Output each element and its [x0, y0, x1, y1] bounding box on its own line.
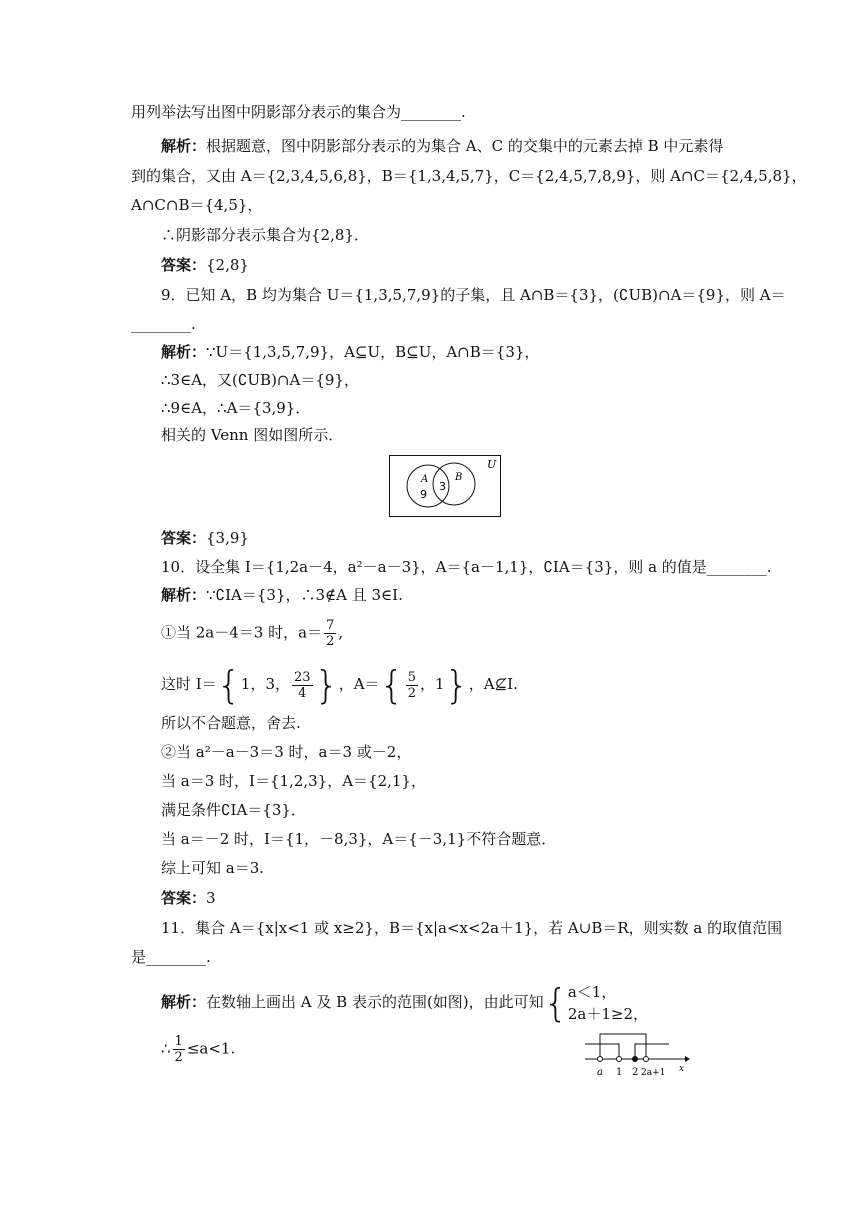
tick-label-2: 2 [632, 1067, 639, 1078]
question-11: 11．集合 A＝{x|x<1 或 x≥2}，B＝{x|a<x<2a＋1}，若 A∪B＝R，则实数 a 的取值范围 [161, 919, 783, 937]
venn-diagram [389, 455, 501, 517]
answer-value: {3,9} [206, 529, 249, 547]
tick-label-a: a [597, 1067, 603, 1078]
analysis-line: 当 a＝－2 时，I＝{1，－8,3}，A＝{－3,1}不符合题意． [161, 830, 557, 848]
analysis-line: ∴阴影部分表示集合为{2,8}． [161, 226, 369, 244]
analysis-text: 在数轴上画出 A 及 B 表示的范围(如图)，由此可知 [206, 993, 544, 1011]
venn-label-u: U [487, 458, 497, 471]
set-elem: 1， [240, 675, 266, 693]
fraction-denominator: 2 [174, 1050, 183, 1065]
analysis-line-system [161, 978, 648, 1026]
fraction-numerator: 5 [407, 669, 417, 685]
range-a-right [635, 1044, 669, 1059]
fraction-denominator: 2 [407, 685, 417, 701]
analysis-line-sets [161, 662, 518, 706]
analysis-text: 根据题意，图中阴影部分表示的为集合 A、C 的交集中的元素去掉 B 中元素得 [206, 137, 724, 155]
analysis-line: A∩C∩B＝{4,5}， [131, 196, 263, 214]
venn-value-9: 9 [420, 488, 427, 501]
analysis-line-case1: ①当 2a－4＝3 时，a＝ $\frac{7}{2}$ , [161, 618, 344, 649]
number-line-diagram [585, 1030, 695, 1080]
analysis-text: ∵∁IA＝{3}，∴3∉A 且 3∈I. [206, 586, 403, 604]
analysis-label: 解析： [161, 586, 207, 604]
case1-text: ①当 2a－4＝3 时，a＝ [161, 623, 323, 642]
range-b [600, 1034, 646, 1059]
fraction-numerator: 23 [293, 669, 311, 685]
analysis-line: 相关的 Venn 图如图所示． [161, 426, 344, 444]
analysis-line: ②当 a²－a－3＝3 时，a＝3 或－2， [161, 743, 412, 761]
answer-label: 答案： [161, 889, 207, 907]
point-1 [617, 1057, 622, 1062]
set-elem: ，1 [420, 675, 445, 693]
tick-label-2a1: 2a+1 [641, 1068, 666, 1078]
analysis-label: 解析： [161, 993, 207, 1011]
set-elem: 3， [265, 675, 290, 693]
analysis-text: ∵U＝{1,3,5,7,9}，A⊆U，B⊆U，A∩B＝{3}， [206, 343, 540, 361]
answer-label: 答案： [161, 256, 207, 274]
inequality-1: a＜1， [567, 983, 617, 1001]
fraction-5-2 [406, 670, 418, 701]
analysis-line: 满足条件∁IA＝{3}． [161, 801, 306, 819]
right-brace: } [444, 663, 469, 707]
left-brace: { [379, 663, 404, 707]
fraction-1-2 [173, 1034, 185, 1065]
fraction-numerator: 1 [174, 1034, 183, 1049]
left-brace: { [543, 981, 568, 1025]
answer-line [161, 255, 249, 275]
fraction-7-2 [324, 618, 336, 649]
venn-label-a: A [421, 474, 429, 485]
inequality-2: 2a＋1≥2， [567, 1005, 648, 1023]
analysis-line: 综上可知 a＝3. [161, 859, 265, 877]
answer-value: 3 [206, 889, 216, 907]
analysis-label: 解析： [161, 343, 207, 361]
point-2 [633, 1057, 638, 1062]
point-a [598, 1057, 603, 1062]
fraction-denominator: 4 [298, 685, 307, 701]
sets-post: ，A⊈I. [468, 675, 518, 693]
therefore-symbol: ∴ [161, 1039, 171, 1058]
sets-mid: ，A＝ [338, 675, 380, 693]
analysis-line: ∴3∈A，又(∁UB)∩A＝{9}， [161, 371, 359, 389]
result-text: ≤a<1. [186, 1039, 236, 1058]
analysis-line: 所以不合题意，舍去. [161, 714, 301, 732]
analysis-line [161, 136, 723, 156]
question-8-tail: 用列举法写出图中阴影部分表示的集合为________. [131, 103, 466, 121]
answer-line [161, 528, 249, 548]
axis-arrow [685, 1056, 690, 1062]
venn-value-3: 3 [439, 480, 446, 493]
analysis-line: 当 a＝3 时，I＝{1,2,3}，A＝{2,1}， [161, 772, 426, 790]
analysis-line: ∴9∈A，∴A＝{3,9}． [161, 399, 311, 417]
fraction-23-4 [292, 670, 313, 701]
fraction-numerator: 7 [326, 618, 335, 633]
analysis-label: 解析： [161, 137, 207, 155]
analysis-line: 到的集合，又由 A＝{2,3,4,5,6,8}，B＝{1,3,4,5,7}，C＝{2,4,5,7,8,9}，则 A∩C＝{2,4,5,8}， [131, 167, 807, 185]
question-9-blank: ________. [131, 315, 196, 333]
venn-label-b: B [455, 472, 463, 483]
answer-value: {2,8} [206, 256, 249, 274]
range-a-left [585, 1044, 619, 1059]
analysis-line [161, 342, 539, 362]
right-brace: } [314, 663, 339, 707]
left-brace: { [216, 663, 241, 707]
analysis-line [161, 585, 403, 605]
sets-prefix: 这时 I＝ [161, 675, 217, 693]
fraction-denominator: 2 [326, 634, 335, 649]
answer-label: 答案： [161, 529, 207, 547]
question-11-blank: 是________. [131, 948, 211, 966]
question-10: 10．设全集 I＝{1,2a－4，a²－a－3}，A＝{a－1,1}，∁IA＝{3}，则 a 的值是________. [161, 558, 772, 576]
axis-label-x: x [679, 1064, 685, 1074]
tick-label-1: 1 [616, 1067, 623, 1078]
point-2a1 [644, 1057, 649, 1062]
inequality-system [568, 981, 648, 1025]
question-9: 9．已知 A，B 均为集合 U＝{1,3,5,7,9}的子集，且 A∩B＝{3}，(∁UB)∩A＝{9}，则 A＝ [161, 286, 786, 304]
answer-line [161, 888, 216, 908]
analysis-line-result [161, 1034, 235, 1065]
